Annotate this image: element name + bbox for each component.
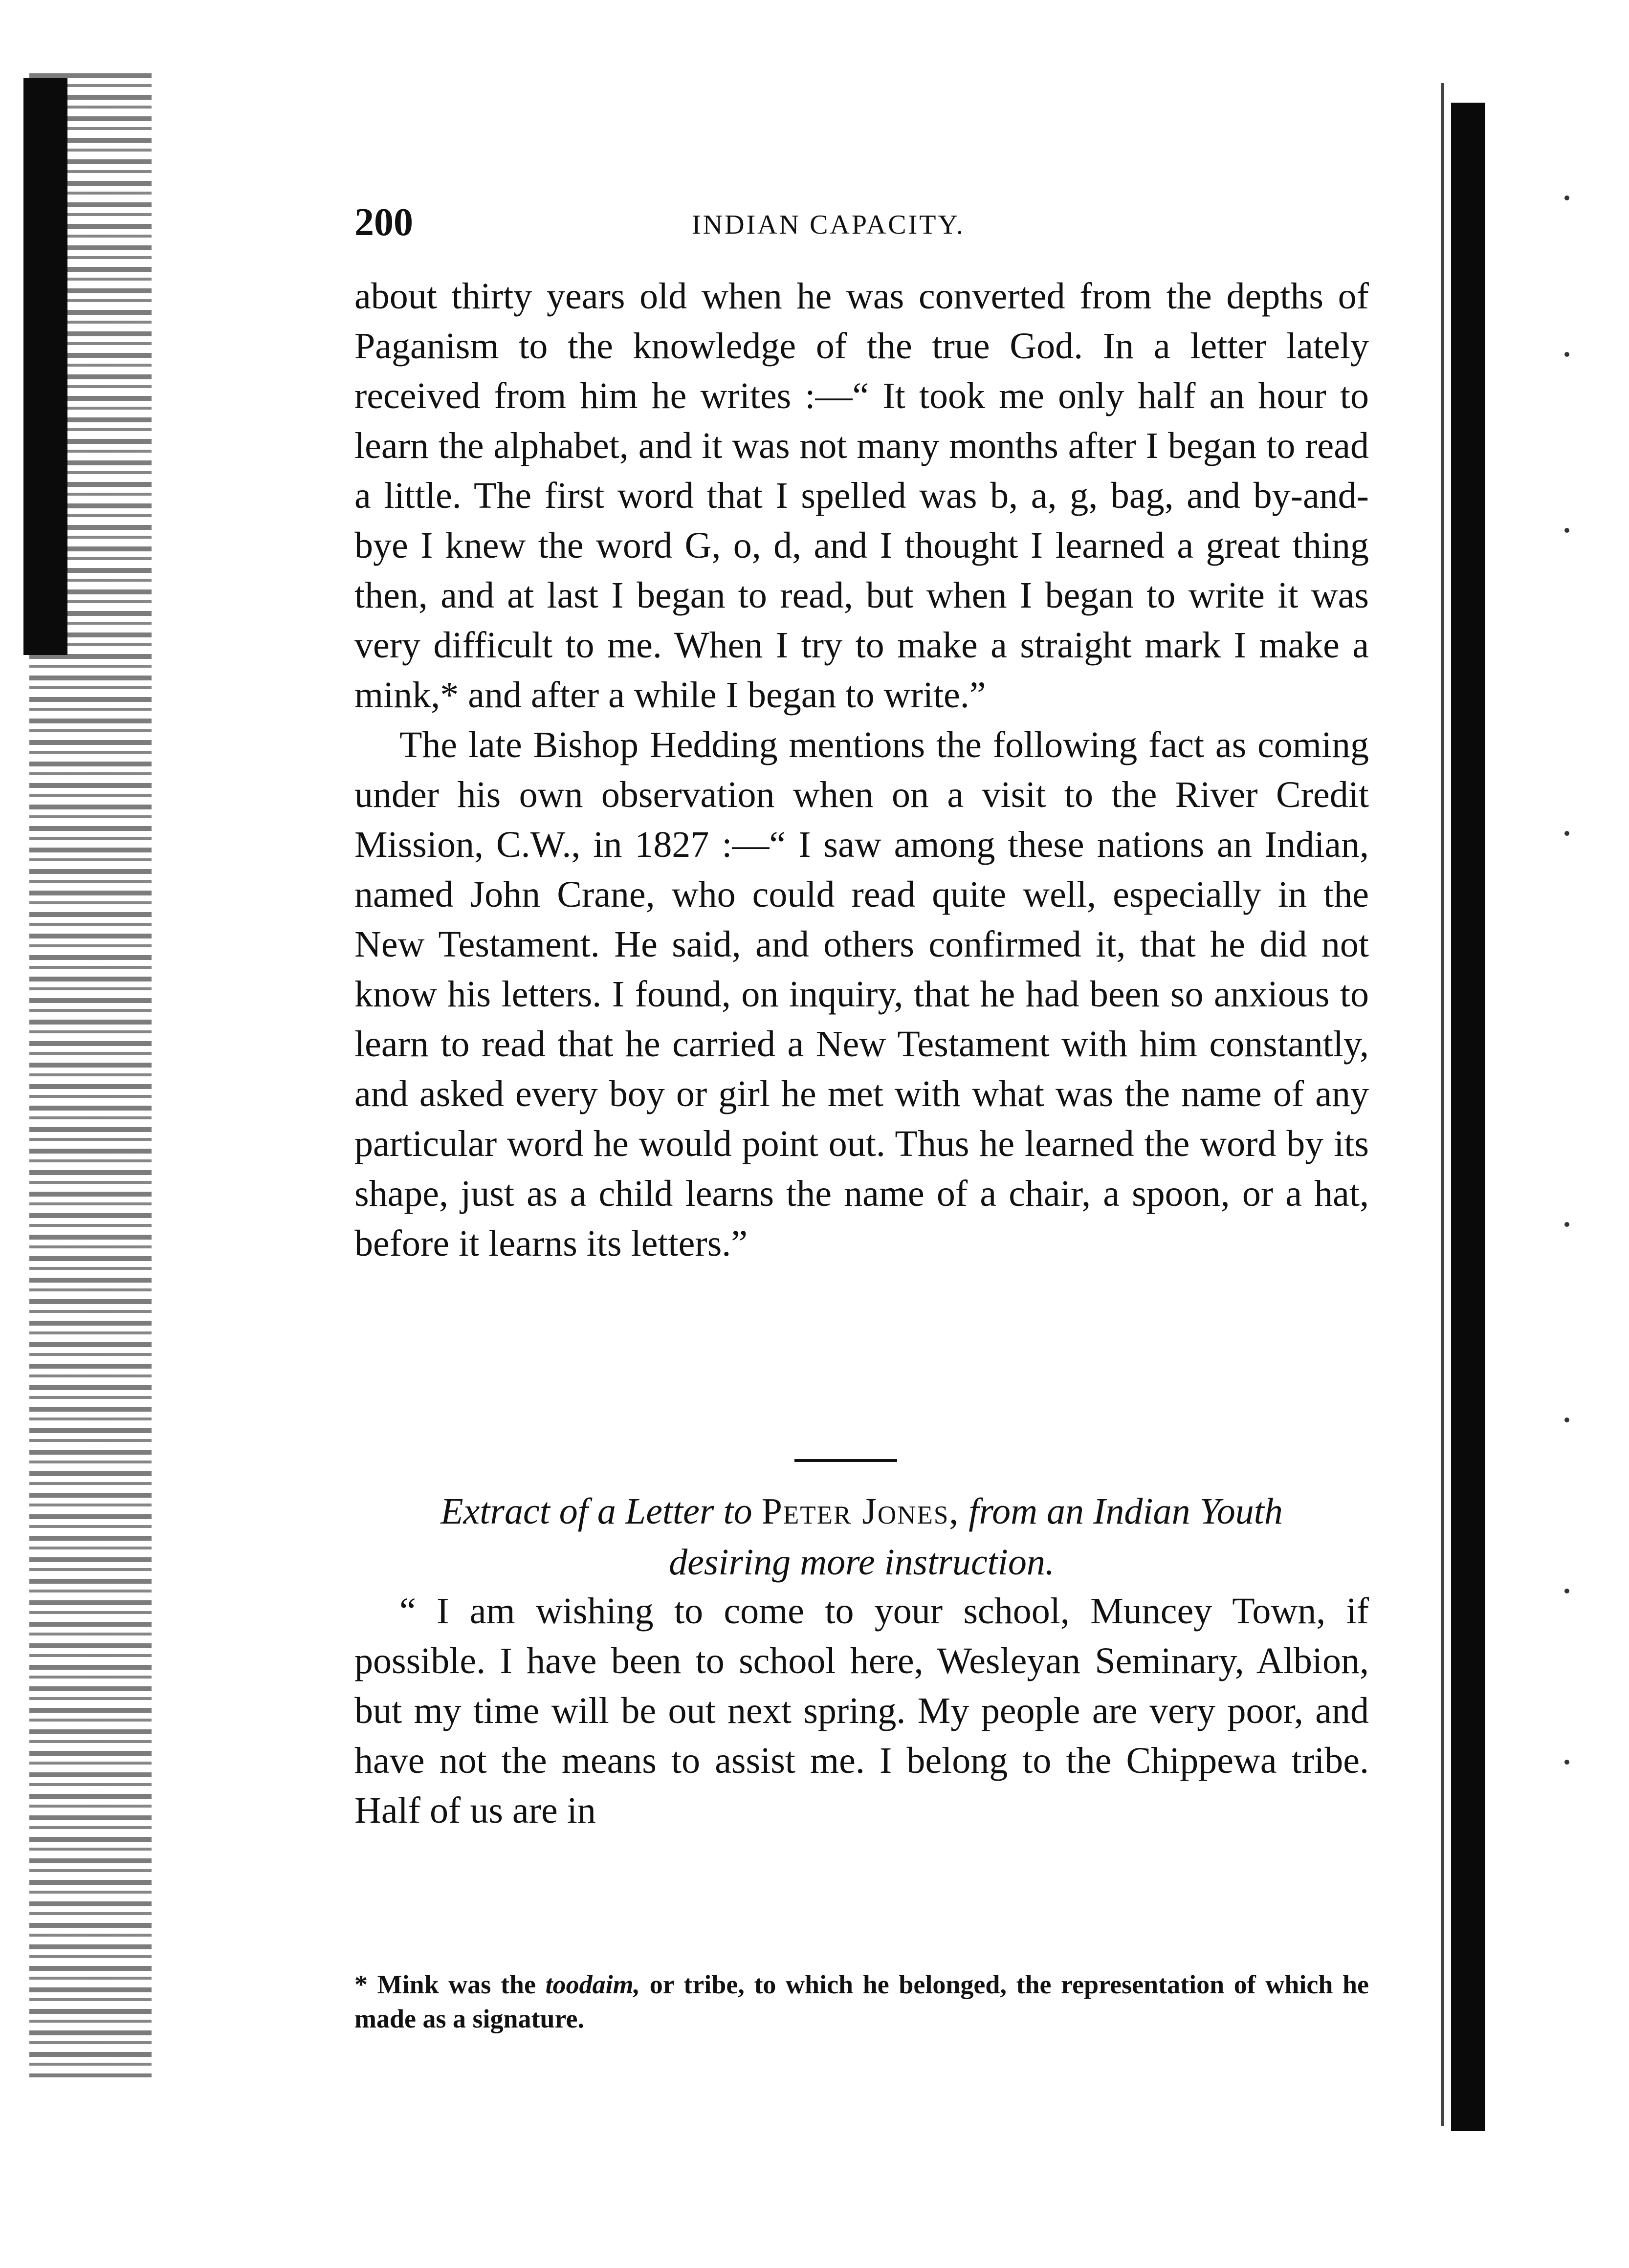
letter-text — [354, 1586, 1369, 1835]
main-text — [354, 271, 1369, 1268]
extract-heading-line2: desiring more instruction. — [669, 1542, 1055, 1583]
extract-heading — [354, 1486, 1369, 1588]
page-number: 200 — [354, 201, 413, 244]
scan-binding-edge — [23, 78, 67, 655]
footnote — [354, 1967, 1369, 2036]
paragraph: The late Bishop Hedding mentions the following fact as coming under his own observation when on a visit to the River Credit Mission, C.W., in 1827 :—“ I saw among these nations an Indian, named John Crane, who could read quite well, especially in the New Testament. He said, and others confirmed it, that he did not know his letters. I found, on inquiry, that he had been so anxious to learn to read that he carried a New Testament with him constantly, and asked every boy or girl he met with what was the name of any particular word he would point out. Thus he learned the word by its shape, just as a child learns the name of a chair, a spoon, or a hat, before it learns its letters.” — [354, 724, 1369, 1264]
paragraph: about thirty years old when he was converted from the depths of Paganism to the knowledge of the true God. In a letter lately received from him he writes :—“ It took me only half an hour to learn the alphabet, and it was not many months after I began to read a little. The first word that I spelled was b, a, g, bag, and by-and-bye I knew the word G, o, d, and I thought I learned a great thing then, and at last I began to read, but when I began to write it was very difficult to me. When I try to make a straight mark I make a mink,* and after a while I began to write.” — [354, 276, 1369, 716]
extract-heading-suffix: from an Indian Youth — [969, 1491, 1283, 1532]
footnote-text-after: or tribe, to which he belonged, the representation of which he made as a signature. — [354, 1970, 1369, 2033]
footnote-marker: * — [354, 1970, 368, 1999]
scan-margin-specks — [1564, 147, 1584, 1906]
page-header — [354, 200, 1366, 254]
footnote-text-before: Mink was the — [377, 1970, 536, 1999]
footnote-italic-word: toodaim, — [545, 1970, 640, 1999]
extract-heading-name: Peter Jones, — [761, 1491, 960, 1532]
section-divider — [794, 1459, 897, 1462]
running-head: INDIAN CAPACITY. — [692, 210, 965, 240]
extract-heading-prefix: Extract of a Letter to — [440, 1491, 752, 1532]
paragraph: “ I am wishing to come to your school, Muncey Town, if possible. I have been to school here, Wesleyan Seminary, Albion, but my time will be out next spring. My people are very poor, and have not the means to assist me. I belong to the Chippewa tribe. Half of us are in — [354, 1591, 1369, 1831]
scan-page-edge — [1451, 103, 1485, 2131]
scan-page-edge-line — [1441, 83, 1444, 2126]
